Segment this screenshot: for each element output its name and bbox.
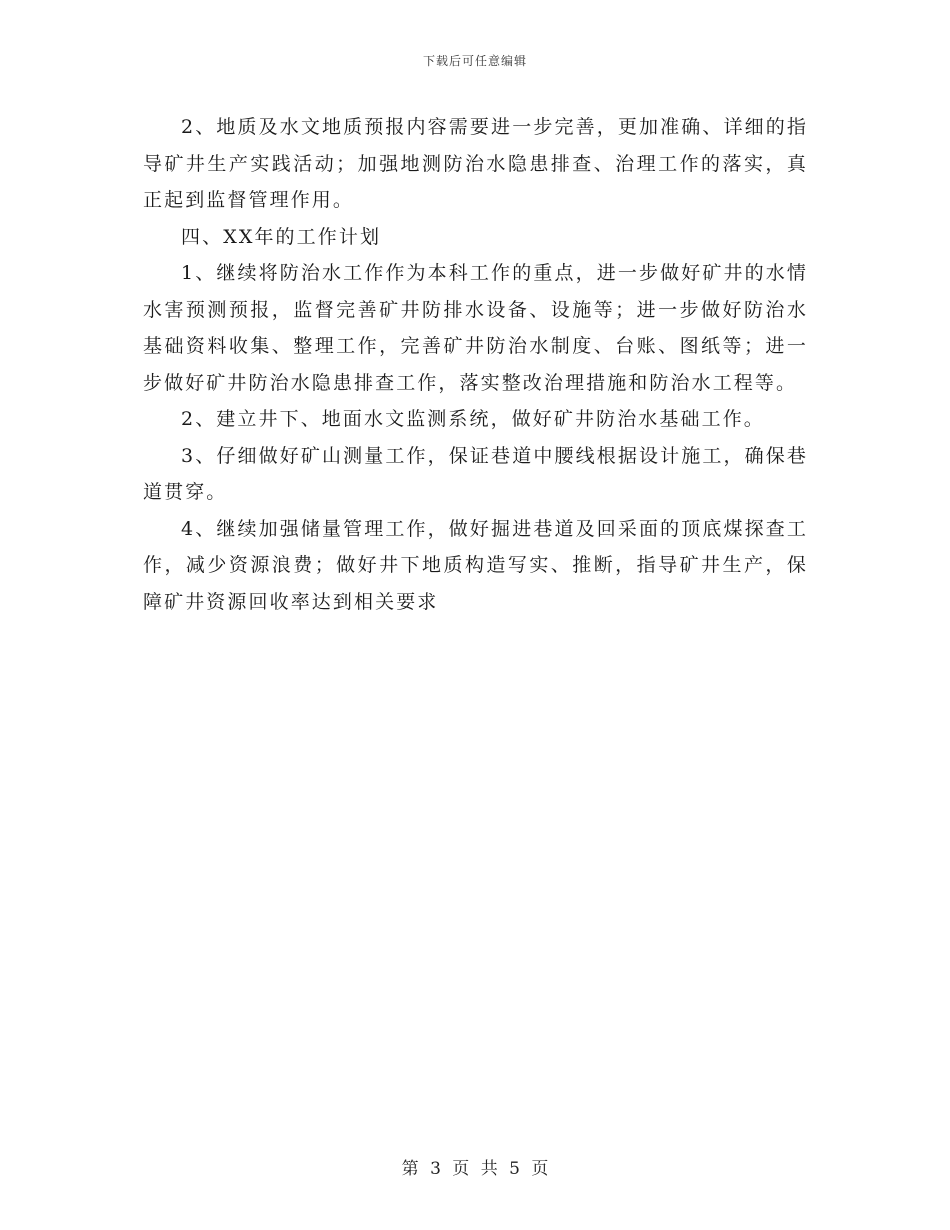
page-number: 第 3 页 共 5 页 (401, 1159, 549, 1179)
paragraph-plan-item-2: 2、建立井下、地面水文监测系统，做好矿井防治水基础工作。 (181, 408, 765, 430)
paragraph-plan-item-3: 3、仔细做好矿山测量工作，保证巷道中腰线根据设计施工，确保巷道贯穿。 (143, 444, 808, 503)
paragraph-geology-forecast: 2、地质及水文地质预报内容需要进一步完善，更加准确、详细的指导矿井生产实践活动；加强地测防治水隐患排查、治理工作的落实，真正起到监督管理作用。 (143, 116, 808, 211)
paragraph-plan-item-1: 1、继续将防治水工作作为本科工作的重点，进一步做好矿井的水情水害预测预报，监督完善矿井防排水设备、设施等；进一步做好防治水基础资料收集、整理工作，完善矿井防治水制度、台账、图纸等；进一步做好矿井防治水隐患排查工作，落实整改治理措施和防治水工程等。 (143, 262, 808, 394)
paragraph-plan-item-4: 4、继续加强储量管理工作，做好掘进巷道及回采面的顶底煤探查工作，减少资源浪费；做好井下地质构造写实、推断，指导矿井生产，保障矿井资源回收率达到相关要求 (143, 517, 808, 613)
document-body (143, 109, 808, 620)
page-header: 下载后可任意编辑 (422, 54, 527, 68)
section-heading-work-plan: 四、XX年的工作计划 (181, 225, 382, 248)
